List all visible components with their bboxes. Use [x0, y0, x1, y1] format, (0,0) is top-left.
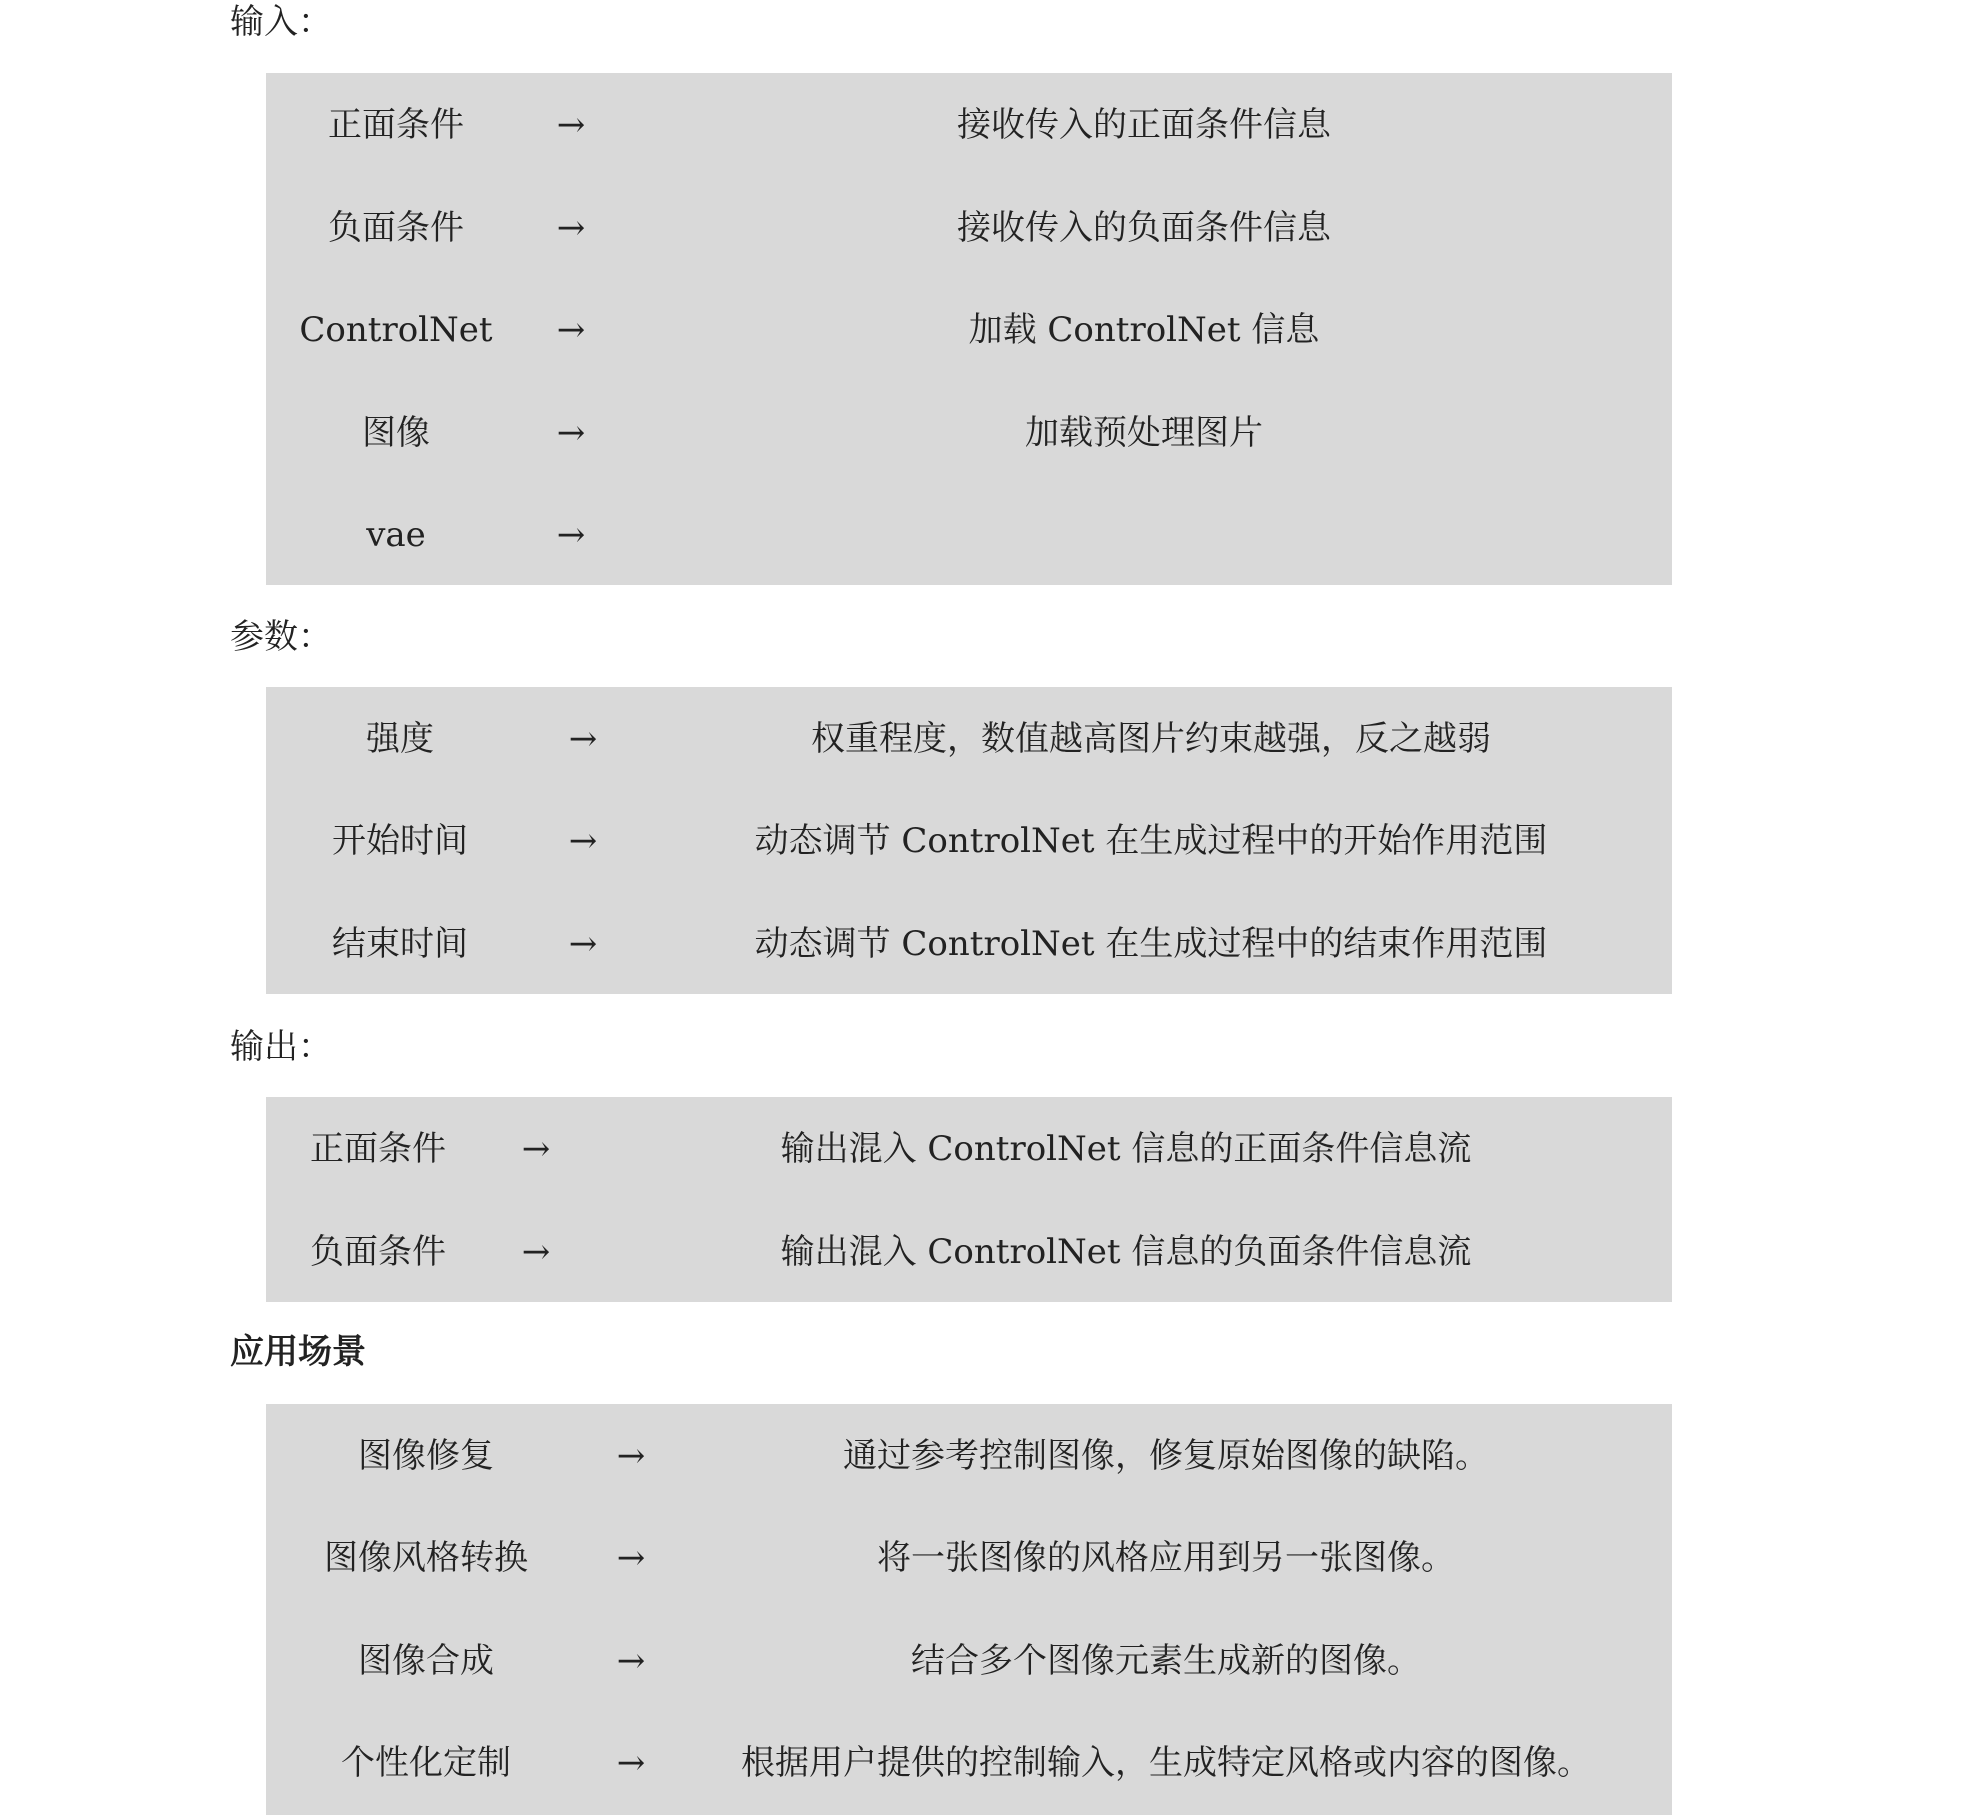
table-row — [266, 1639, 1672, 1683]
table-row — [266, 206, 1672, 250]
table-row — [266, 103, 1672, 147]
row-label: 个性化定制 — [341, 1743, 511, 1783]
row-label: 强度 — [366, 719, 434, 759]
scenarios-table — [266, 1404, 1672, 1815]
table-row — [266, 819, 1672, 863]
row-description: 加载 ControlNet 信息 — [968, 310, 1320, 350]
table-row — [266, 513, 1672, 557]
row-label: 开始时间 — [332, 821, 468, 861]
row-description: 根据用户提供的控制输入，生成特定风格或内容的图像。 — [741, 1743, 1591, 1783]
table-row — [266, 1536, 1672, 1580]
arrow-icon: → — [556, 208, 586, 248]
outputs-table — [266, 1097, 1672, 1302]
row-description: 动态调节 ControlNet 在生成过程中的开始作用范围 — [754, 821, 1548, 861]
arrow-icon: → — [521, 1129, 551, 1169]
row-label: 正面条件 — [328, 105, 464, 145]
arrow-icon: → — [616, 1538, 646, 1578]
row-label: 图像修复 — [358, 1436, 494, 1476]
row-label: vae — [366, 515, 426, 555]
inputs-heading: 输入： — [230, 2, 332, 42]
row-description: 将一张图像的风格应用到另一张图像。 — [877, 1538, 1455, 1578]
table-row — [266, 1741, 1672, 1785]
arrow-icon: → — [556, 413, 586, 453]
arrow-icon: → — [521, 1232, 551, 1272]
arrow-icon: → — [556, 105, 586, 145]
row-label: 图像 — [362, 413, 430, 453]
table-row — [266, 1230, 1672, 1274]
table-row — [266, 308, 1672, 352]
table-row — [266, 1127, 1672, 1171]
row-description: 结合多个图像元素生成新的图像。 — [911, 1641, 1421, 1681]
params-heading: 参数： — [230, 617, 332, 657]
row-description: 输出混入 ControlNet 信息的负面条件信息流 — [780, 1232, 1472, 1272]
row-label: 结束时间 — [332, 924, 468, 964]
row-label: 图像合成 — [358, 1641, 494, 1681]
table-row — [266, 717, 1672, 761]
arrow-icon: → — [616, 1436, 646, 1476]
table-row — [266, 922, 1672, 966]
arrow-icon: → — [616, 1743, 646, 1783]
row-description: 通过参考控制图像，修复原始图像的缺陷。 — [843, 1436, 1489, 1476]
row-description: 动态调节 ControlNet 在生成过程中的结束作用范围 — [754, 924, 1548, 964]
row-label: 负面条件 — [310, 1232, 446, 1272]
row-label: 正面条件 — [310, 1129, 446, 1169]
arrow-icon: → — [568, 821, 598, 861]
table-row — [266, 411, 1672, 455]
arrow-icon: → — [568, 924, 598, 964]
row-label: 图像风格转换 — [324, 1538, 528, 1578]
arrow-icon: → — [556, 310, 586, 350]
params-table — [266, 687, 1672, 994]
row-description: 接收传入的负面条件信息 — [957, 208, 1331, 248]
row-description: 输出混入 ControlNet 信息的正面条件信息流 — [780, 1129, 1472, 1169]
row-description: 接收传入的正面条件信息 — [957, 105, 1331, 145]
arrow-icon: → — [556, 515, 586, 555]
row-description: 加载预处理图片 — [1025, 413, 1263, 453]
arrow-icon: → — [616, 1641, 646, 1681]
arrow-icon: → — [568, 719, 598, 759]
row-label: 负面条件 — [328, 208, 464, 248]
row-description: 权重程度，数值越高图片约束越强，反之越弱 — [811, 719, 1491, 759]
outputs-heading: 输出： — [230, 1027, 332, 1067]
row-label: ControlNet — [299, 310, 493, 350]
scenarios-heading: 应用场景 — [230, 1332, 366, 1372]
table-row — [266, 1434, 1672, 1478]
inputs-table — [266, 73, 1672, 585]
